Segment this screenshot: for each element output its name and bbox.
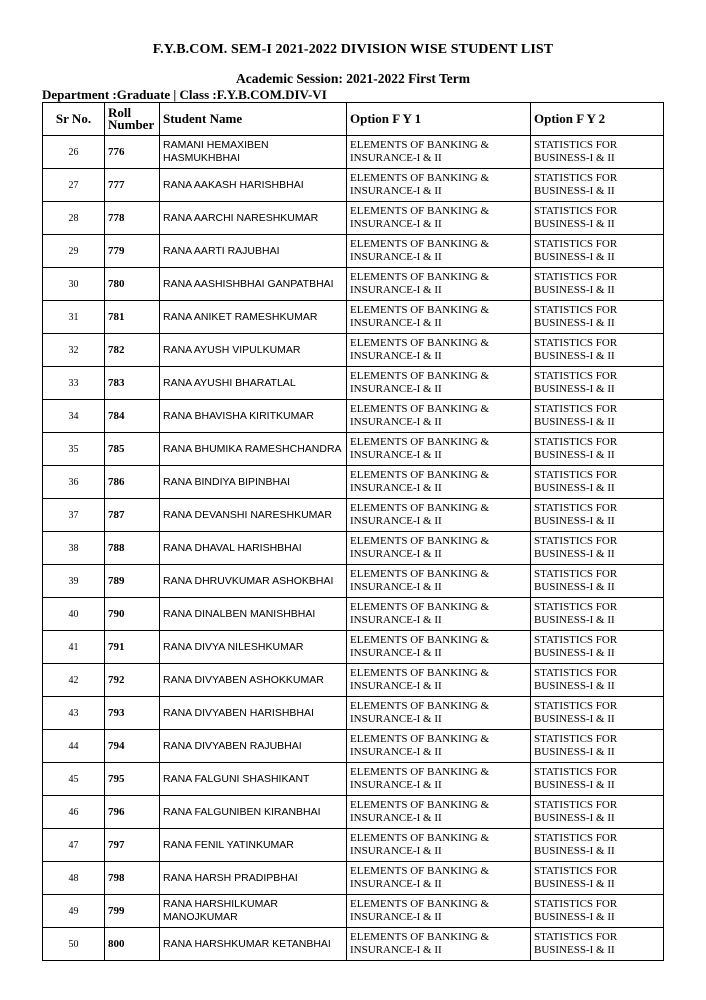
cell-student-name: RANA BHUMIKA RAMESHCHANDRA <box>160 433 347 466</box>
cell-roll-number: 785 <box>105 433 160 466</box>
table-row <box>43 499 664 532</box>
table-row <box>43 136 664 169</box>
header-option-fy2: Option F Y 2 <box>531 103 664 136</box>
cell-option-fy1: ELEMENTS OF BANKING & INSURANCE-I & II <box>347 400 531 433</box>
cell-option-fy2: STATISTICS FOR BUSINESS-I & II <box>531 466 664 499</box>
table-row <box>43 895 664 928</box>
cell-roll-number: 800 <box>105 928 160 961</box>
cell-roll-number: 789 <box>105 565 160 598</box>
cell-student-name: RANA HARSHILKUMAR MANOJKUMAR <box>160 895 347 928</box>
table-header-row <box>43 103 664 136</box>
cell-roll-number: 799 <box>105 895 160 928</box>
header-student-name: Student Name <box>160 103 347 136</box>
cell-option-fy1: ELEMENTS OF BANKING & INSURANCE-I & II <box>347 202 531 235</box>
cell-sr-no: 40 <box>43 598 105 631</box>
cell-student-name: RAMANI HEMAXIBEN HASMUKHBHAI <box>160 136 347 169</box>
cell-sr-no: 34 <box>43 400 105 433</box>
cell-option-fy2: STATISTICS FOR BUSINESS-I & II <box>531 664 664 697</box>
cell-student-name: RANA DIVYABEN RAJUBHAI <box>160 730 347 763</box>
cell-sr-no: 33 <box>43 367 105 400</box>
cell-sr-no: 46 <box>43 796 105 829</box>
cell-student-name: RANA AARCHI NARESHKUMAR <box>160 202 347 235</box>
table-row <box>43 598 664 631</box>
cell-sr-no: 32 <box>43 334 105 367</box>
cell-student-name: RANA FENIL YATINKUMAR <box>160 829 347 862</box>
cell-option-fy1: ELEMENTS OF BANKING & INSURANCE-I & II <box>347 598 531 631</box>
table-row <box>43 169 664 202</box>
cell-roll-number: 780 <box>105 268 160 301</box>
cell-roll-number: 784 <box>105 400 160 433</box>
cell-student-name: RANA AYUSH VIPULKUMAR <box>160 334 347 367</box>
cell-option-fy2: STATISTICS FOR BUSINESS-I & II <box>531 169 664 202</box>
cell-option-fy2: STATISTICS FOR BUSINESS-I & II <box>531 268 664 301</box>
cell-option-fy2: STATISTICS FOR BUSINESS-I & II <box>531 796 664 829</box>
cell-student-name: RANA AYUSHI BHARATLAL <box>160 367 347 400</box>
cell-sr-no: 35 <box>43 433 105 466</box>
cell-student-name: RANA DIVYA NILESHKUMAR <box>160 631 347 664</box>
cell-roll-number: 796 <box>105 796 160 829</box>
cell-option-fy1: ELEMENTS OF BANKING & INSURANCE-I & II <box>347 895 531 928</box>
cell-option-fy2: STATISTICS FOR BUSINESS-I & II <box>531 763 664 796</box>
cell-sr-no: 50 <box>43 928 105 961</box>
cell-roll-number: 777 <box>105 169 160 202</box>
table-row <box>43 928 664 961</box>
cell-roll-number: 798 <box>105 862 160 895</box>
cell-student-name: RANA BINDIYA BIPINBHAI <box>160 466 347 499</box>
department-class-line: Department :Graduate | Class :F.Y.B.COM.DIV-VI <box>42 87 327 102</box>
cell-option-fy1: ELEMENTS OF BANKING & INSURANCE-I & II <box>347 268 531 301</box>
table-row <box>43 631 664 664</box>
cell-option-fy2: STATISTICS FOR BUSINESS-I & II <box>531 565 664 598</box>
cell-sr-no: 48 <box>43 862 105 895</box>
cell-option-fy1: ELEMENTS OF BANKING & INSURANCE-I & II <box>347 565 531 598</box>
cell-option-fy1: ELEMENTS OF BANKING & INSURANCE-I & II <box>347 433 531 466</box>
cell-option-fy2: STATISTICS FOR BUSINESS-I & II <box>531 532 664 565</box>
cell-option-fy2: STATISTICS FOR BUSINESS-I & II <box>531 400 664 433</box>
cell-sr-no: 38 <box>43 532 105 565</box>
cell-roll-number: 792 <box>105 664 160 697</box>
cell-student-name: RANA ANIKET RAMESHKUMAR <box>160 301 347 334</box>
cell-student-name: RANA DHAVAL HARISHBHAI <box>160 532 347 565</box>
cell-sr-no: 27 <box>43 169 105 202</box>
table-row <box>43 829 664 862</box>
cell-option-fy2: STATISTICS FOR BUSINESS-I & II <box>531 202 664 235</box>
cell-option-fy2: STATISTICS FOR BUSINESS-I & II <box>531 895 664 928</box>
cell-sr-no: 45 <box>43 763 105 796</box>
cell-option-fy2: STATISTICS FOR BUSINESS-I & II <box>531 598 664 631</box>
cell-option-fy1: ELEMENTS OF BANKING & INSURANCE-I & II <box>347 730 531 763</box>
cell-student-name: RANA DHRUVKUMAR ASHOKBHAI <box>160 565 347 598</box>
table-row <box>43 532 664 565</box>
cell-roll-number: 776 <box>105 136 160 169</box>
cell-option-fy1: ELEMENTS OF BANKING & INSURANCE-I & II <box>347 235 531 268</box>
cell-student-name: RANA DEVANSHI NARESHKUMAR <box>160 499 347 532</box>
cell-roll-number: 797 <box>105 829 160 862</box>
cell-sr-no: 28 <box>43 202 105 235</box>
cell-roll-number: 791 <box>105 631 160 664</box>
cell-roll-number: 781 <box>105 301 160 334</box>
cell-roll-number: 783 <box>105 367 160 400</box>
table-row <box>43 433 664 466</box>
cell-roll-number: 795 <box>105 763 160 796</box>
cell-sr-no: 36 <box>43 466 105 499</box>
cell-option-fy2: STATISTICS FOR BUSINESS-I & II <box>531 730 664 763</box>
cell-option-fy1: ELEMENTS OF BANKING & INSURANCE-I & II <box>347 301 531 334</box>
cell-student-name: RANA FALGUNIBEN KIRANBHAI <box>160 796 347 829</box>
cell-sr-no: 44 <box>43 730 105 763</box>
cell-student-name: RANA HARSHKUMAR KETANBHAI <box>160 928 347 961</box>
cell-student-name: RANA HARSH PRADIPBHAI <box>160 862 347 895</box>
cell-sr-no: 31 <box>43 301 105 334</box>
cell-sr-no: 37 <box>43 499 105 532</box>
cell-student-name: RANA DIVYABEN HARISHBHAI <box>160 697 347 730</box>
cell-roll-number: 782 <box>105 334 160 367</box>
table-row <box>43 862 664 895</box>
cell-option-fy2: STATISTICS FOR BUSINESS-I & II <box>531 499 664 532</box>
cell-sr-no: 41 <box>43 631 105 664</box>
cell-roll-number: 788 <box>105 532 160 565</box>
cell-roll-number: 790 <box>105 598 160 631</box>
cell-sr-no: 47 <box>43 829 105 862</box>
cell-sr-no: 39 <box>43 565 105 598</box>
table-row <box>43 730 664 763</box>
cell-option-fy2: STATISTICS FOR BUSINESS-I & II <box>531 235 664 268</box>
cell-sr-no: 49 <box>43 895 105 928</box>
cell-student-name: RANA FALGUNI SHASHIKANT <box>160 763 347 796</box>
cell-option-fy1: ELEMENTS OF BANKING & INSURANCE-I & II <box>347 631 531 664</box>
cell-option-fy1: ELEMENTS OF BANKING & INSURANCE-I & II <box>347 136 531 169</box>
cell-option-fy1: ELEMENTS OF BANKING & INSURANCE-I & II <box>347 928 531 961</box>
table-row <box>43 697 664 730</box>
cell-option-fy1: ELEMENTS OF BANKING & INSURANCE-I & II <box>347 763 531 796</box>
table-row <box>43 763 664 796</box>
header-option-fy1: Option F Y 1 <box>347 103 531 136</box>
cell-option-fy1: ELEMENTS OF BANKING & INSURANCE-I & II <box>347 796 531 829</box>
cell-option-fy2: STATISTICS FOR BUSINESS-I & II <box>531 697 664 730</box>
cell-roll-number: 787 <box>105 499 160 532</box>
cell-student-name: RANA AAKASH HARISHBHAI <box>160 169 347 202</box>
cell-option-fy1: ELEMENTS OF BANKING & INSURANCE-I & II <box>347 829 531 862</box>
cell-option-fy1: ELEMENTS OF BANKING & INSURANCE-I & II <box>347 862 531 895</box>
cell-option-fy2: STATISTICS FOR BUSINESS-I & II <box>531 631 664 664</box>
table-row <box>43 565 664 598</box>
cell-roll-number: 786 <box>105 466 160 499</box>
cell-roll-number: 778 <box>105 202 160 235</box>
cell-option-fy2: STATISTICS FOR BUSINESS-I & II <box>531 829 664 862</box>
cell-option-fy2: STATISTICS FOR BUSINESS-I & II <box>531 928 664 961</box>
header-sr-no: Sr No. <box>43 103 105 136</box>
cell-option-fy2: STATISTICS FOR BUSINESS-I & II <box>531 862 664 895</box>
cell-roll-number: 793 <box>105 697 160 730</box>
cell-option-fy1: ELEMENTS OF BANKING & INSURANCE-I & II <box>347 664 531 697</box>
table-row <box>43 334 664 367</box>
academic-session: Academic Session: 2021-2022 First Term <box>236 71 470 86</box>
cell-option-fy1: ELEMENTS OF BANKING & INSURANCE-I & II <box>347 499 531 532</box>
cell-student-name: RANA BHAVISHA KIRITKUMAR <box>160 400 347 433</box>
cell-sr-no: 29 <box>43 235 105 268</box>
cell-option-fy1: ELEMENTS OF BANKING & INSURANCE-I & II <box>347 334 531 367</box>
table-body <box>43 136 664 961</box>
cell-option-fy1: ELEMENTS OF BANKING & INSURANCE-I & II <box>347 367 531 400</box>
cell-option-fy2: STATISTICS FOR BUSINESS-I & II <box>531 367 664 400</box>
header-roll-number: Roll Number <box>105 103 160 136</box>
cell-option-fy1: ELEMENTS OF BANKING & INSURANCE-I & II <box>347 697 531 730</box>
table-row <box>43 664 664 697</box>
cell-sr-no: 43 <box>43 697 105 730</box>
cell-option-fy2: STATISTICS FOR BUSINESS-I & II <box>531 301 664 334</box>
page-title: F.Y.B.COM. SEM-I 2021-2022 DIVISION WISE STUDENT LIST <box>152 42 554 57</box>
cell-option-fy1: ELEMENTS OF BANKING & INSURANCE-I & II <box>347 169 531 202</box>
table-row <box>43 301 664 334</box>
cell-roll-number: 794 <box>105 730 160 763</box>
cell-option-fy2: STATISTICS FOR BUSINESS-I & II <box>531 433 664 466</box>
cell-option-fy1: ELEMENTS OF BANKING & INSURANCE-I & II <box>347 466 531 499</box>
cell-sr-no: 30 <box>43 268 105 301</box>
table-row <box>43 367 664 400</box>
table-row <box>43 466 664 499</box>
cell-student-name: RANA DIVYABEN ASHOKKUMAR <box>160 664 347 697</box>
table-row <box>43 400 664 433</box>
cell-option-fy2: STATISTICS FOR BUSINESS-I & II <box>531 136 664 169</box>
cell-sr-no: 26 <box>43 136 105 169</box>
cell-student-name: RANA DINALBEN MANISHBHAI <box>160 598 347 631</box>
student-list-table <box>42 102 664 961</box>
cell-option-fy1: ELEMENTS OF BANKING & INSURANCE-I & II <box>347 532 531 565</box>
table-row <box>43 202 664 235</box>
cell-roll-number: 779 <box>105 235 160 268</box>
cell-sr-no: 42 <box>43 664 105 697</box>
table-row <box>43 796 664 829</box>
cell-student-name: RANA AARTI RAJUBHAI <box>160 235 347 268</box>
table-row <box>43 268 664 301</box>
table-row <box>43 235 664 268</box>
cell-option-fy2: STATISTICS FOR BUSINESS-I & II <box>531 334 664 367</box>
cell-student-name: RANA AASHISHBHAI GANPATBHAI <box>160 268 347 301</box>
